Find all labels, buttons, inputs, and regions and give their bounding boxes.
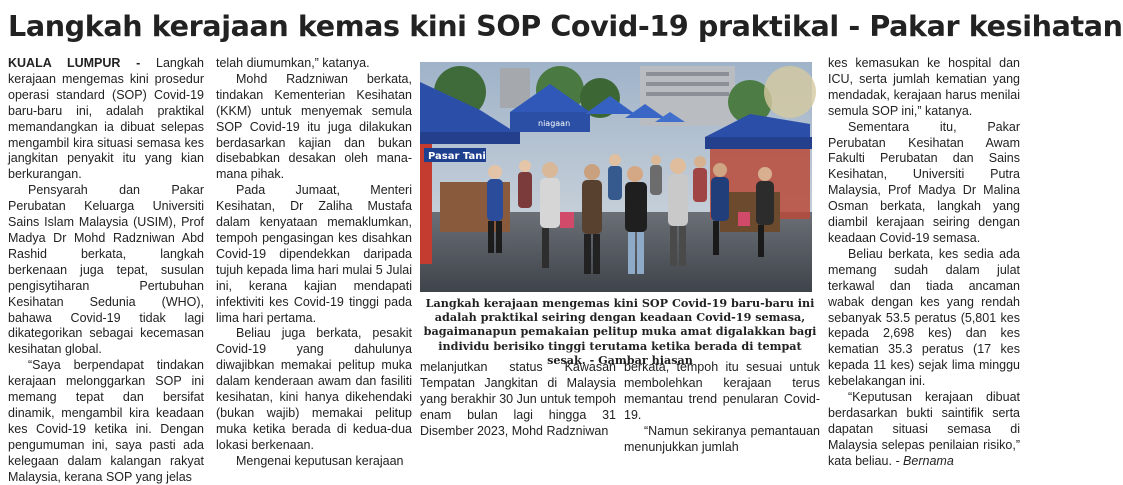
article-column-1 [8, 56, 204, 484]
article-dateline: KUALA LUMPUR - [8, 56, 141, 70]
article-paragraph [828, 390, 1020, 470]
article-column-3 [420, 360, 616, 446]
article-paragraph: Beliau juga berkata, pesakit Covid-19 yang dahulunya diwajibkan memakai pelitup muka dalam kenderaan awam dan fasiliti kesihatan, kini hanya dikehendaki (bukan wajib) memakai pelitup muka ketika berada di kedua-dua lokasi berkenaan. [216, 326, 412, 452]
article-headline: Langkah kerajaan kemas kini SOP Covid-19 praktikal - Pakar kesihatan [8, 9, 1123, 43]
article-paragraph: melanjutkan status Kawasan Tempatan Jangkitan di Malaysia yang berakhir 30 Jun untuk tempoh enam bulan lagi hingga 31 Disember 2023, Mohd Radzniwan [420, 360, 616, 438]
paragraph-text: Langkah kerajaan mengemas kini prosedur operasi standard (SOP) Covid-19 baru-baru ini, adalah praktikal memandangkan ia dibuat selepas mengambil kira situasi semasa kes jangkitan penyakit itu yang kian berkurangan. [8, 56, 204, 182]
article-paragraph: berkata, tempoh itu sesuai untuk membolehkan kerajaan terus memantau trend penularan Covid-19. [624, 360, 820, 422]
article-paragraph: Pada Jumaat, Menteri Kesihatan, Dr Zaliha Mustafa dalam kenyataan memaklumkan, tempoh pengasingan kes disahkan Covid-19 dipendekkan daripada tujuh kepada lima hari mulai 5 Julai ini, kerana kajian mendapati infektiviti kes Covid-19 tinggi pada lima hari pertama. [216, 183, 412, 325]
article-paragraph: Mohd Radzniwan berkata, tindakan Kementerian Kesihatan (KKM) untuk menyemak semula SOP Covid-19 itu juga dilakukan berdasarkan kajian dan bukan disebabkan desakan oleh mana-mana pihak. [216, 71, 412, 182]
article-paragraph: Beliau berkata, kes sedia ada memang sudah dalam julat terkawal dan tiada ancaman wabak dengan kes yang rendah sebanyak 53.5 peratus (5,801 kes kepada 2,698 kes) dan kes kematian 35.3 peratus (17 kes kepada 11 kes) sejak lima minggu kebelakangan ini. [828, 246, 1020, 389]
market-sign-text: Pasar Tani [428, 151, 486, 162]
article-paragraph: Mengenai keputusan kerajaan [236, 453, 404, 468]
article-paragraph: Sementara itu, Pakar Perubatan Kesihatan Awam Fakulti Perubatan dan Sains Kesihatan, Universiti Putra Malaysia, Prof Madya Dr Malina Osman berkata, langkah yang diambil kerajaan seiring dengan keadaan Covid-19 semasa. [828, 119, 1020, 245]
market-scene-illustration [420, 62, 812, 292]
article-paragraph [8, 56, 204, 183]
article-paragraph: kes kemasukan ke hospital dan ICU, serta jumlah kematian yang mendadak, kerajaan harus menilai semula SOP ini,” katanya. [828, 56, 1020, 118]
article-column-4 [624, 360, 820, 454]
news-agency-credit: - Bernama [895, 453, 954, 468]
article-column-2 [216, 56, 412, 468]
article-paragraph: telah diumumkan,” katanya. [216, 56, 370, 70]
photo-caption: Langkah kerajaan mengemas kini SOP Covid-19 baru-baru ini adalah praktikal seiring dengan keadaan Covid-19 semasa, bagaimanapun pemakaian pelitup muka amat digalakkan bagi individu berisiko tinggi terutama ketika berada di tempat sesak. - Gambar hiasan [423, 296, 817, 367]
article-column-5 [828, 56, 1020, 468]
paragraph-text: “Keputusan kerajaan dibuat berdasarkan bukti saintifik serta dapatan situasi semasa di Malaysia selepas penilaian risiko,” kata beliau. [828, 390, 1020, 468]
tent-banner-text: niagaan [538, 119, 571, 128]
article-paragraph: Pensyarah dan Pakar Perubatan Keluarga Universiti Sains Islam Malaysia (USIM), Prof Madya Dr Mohd Radzniwan Abd Rashid berkata, langkah berkenaan juga tepat, susulan pengisytiharan Pertubuhan Kesihatan Sedunia (WHO), bahawa Covid-19 tidak lagi dikategorikan sebagai kecemasan kesihatan global. [8, 183, 204, 357]
article-paragraph: “Namun sekiranya pemantauan menunjukkan jumlah [624, 423, 820, 454]
market-photo [420, 62, 812, 292]
article-paragraph: “Saya berpendapat tindakan kerajaan melonggarkan SOP ini memang tepat dan bersifat dinamik, mengambil kira keadaan kes Covid-19 ketika ini. Dengan pengumuman ini, saya pasti ada kelegaan dalam kalangan rakyat Malaysia, kerana SOP yang jelas [8, 358, 204, 484]
